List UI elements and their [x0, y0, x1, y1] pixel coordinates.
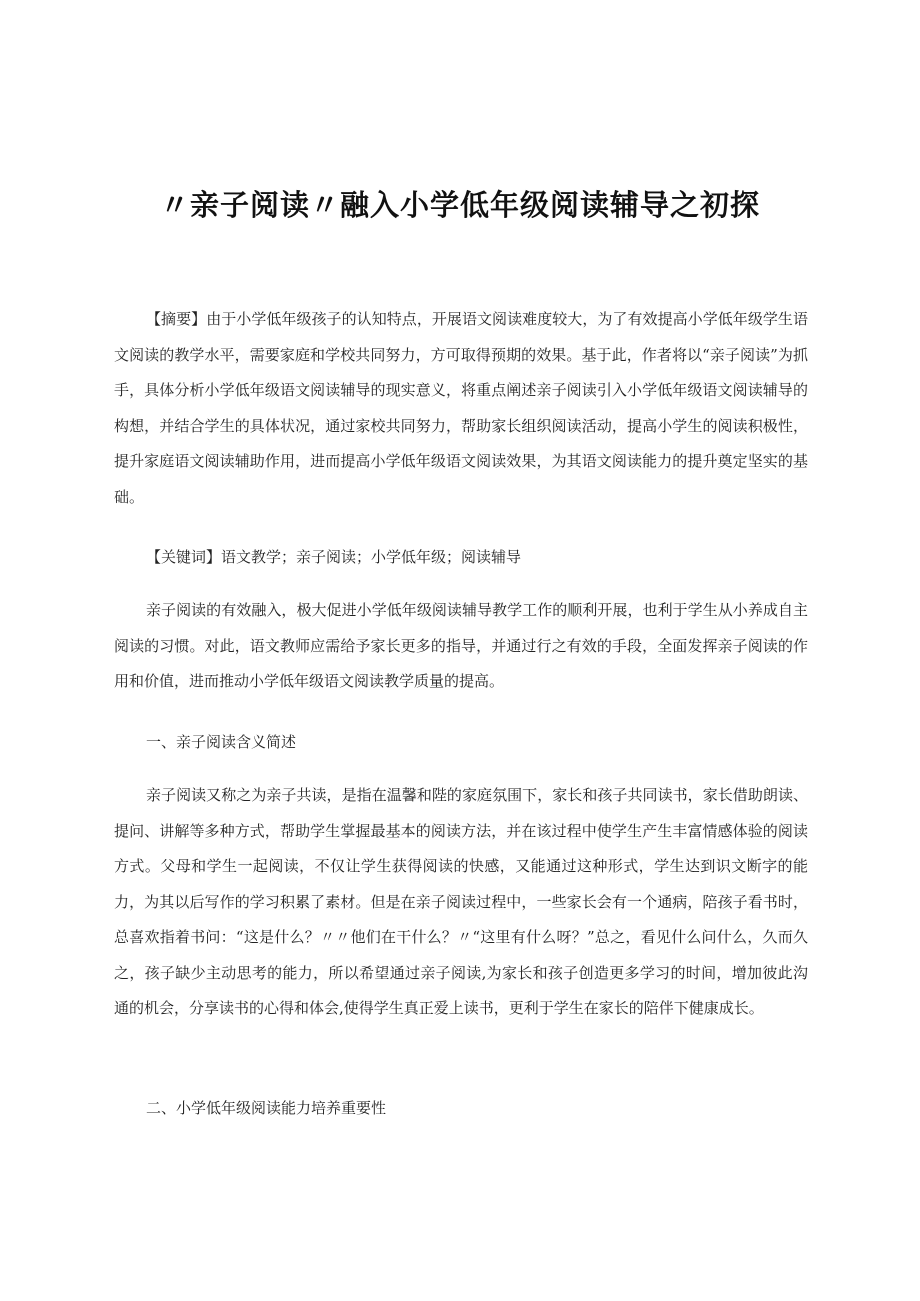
section-1-paragraph: 亲子阅读又称之为亲子共读，是指在温馨和陛的家庭氛围下，家长和孩子共同读书，家长借助朗读、提问、讲解等多种方式，帮助学生掌握最基本的阅读方法，并在该过程中使学生产生丰富情感体验的阅读方式。父母和学生一起阅读，不仅让学生获得阅读的快感，又能通过这种形式，学生达到识文断字的能力，为其以后写作的学习积累了素材。但是在亲子阅读过程中，一些家长会有一个通病，陪孩子看书时，总喜欢指着书问：“这是什么？〃〃他们在干什么？〃“这里有什么呀？”总之，看见什么问什么，久而久之，孩子缺少主动思考的能力，所以希望通过亲子阅读,为家长和孩子创造更多学习的时间，增加彼此沟通的机会，分享读书的心得和体会,使得学生真正爱上读书，更利于学生在家长的陪伴下健康成长。: [114, 786, 808, 1017]
section-heading-2: 二、小学低年级阅读能力培养重要性: [146, 1099, 387, 1117]
keywords-label: 【关键词】: [146, 548, 222, 566]
abstract-label: 【摘要】: [146, 310, 207, 328]
keywords-text: 语文教学；亲子阅读；小学低年级；阅读辅导: [221, 548, 522, 566]
document-title: 〃亲子阅读〃融入小学低年级阅读辅导之初探: [159, 188, 760, 223]
keywords-paragraph: [114, 540, 808, 576]
abstract-text: 由于小学低年级孩子的认知特点，开展语文阅读难度较大，为了有效提高小学低年级学生语文阅读的教学水平，需要家庭和学校共同努力，方可取得预期的效果。基于此，作者将以“亲子阅读”为抓手，具体分析小学低年级语文阅读辅导的现实意义，将重点阐述亲子阅读引入小学低年级语文阅读辅导的构想，并结合学生的具体状况，通过家校共同努力，帮助家长组织阅读活动，提高小学生的阅读积极性，提升家庭语文阅读辅助作用，进而提高小学低年级语文阅读效果，为其语文阅读能力的提升奠定坚实的基础。: [114, 310, 808, 506]
section-heading-1: 一、亲子阅读含义简述: [146, 733, 297, 751]
intro-paragraph: 亲子阅读的有效融入，极大促进小学低年级阅读辅导教学工作的顺利开展，也利于学生从小养成自主阅读的习惯。对此，语文教师应需给予家长更多的指导，并通过行之有效的手段，全面发挥亲子阅读的作用和价值，进而推动小学低年级语文阅读教学质量的提高。: [114, 601, 808, 690]
abstract-paragraph: [114, 302, 808, 515]
